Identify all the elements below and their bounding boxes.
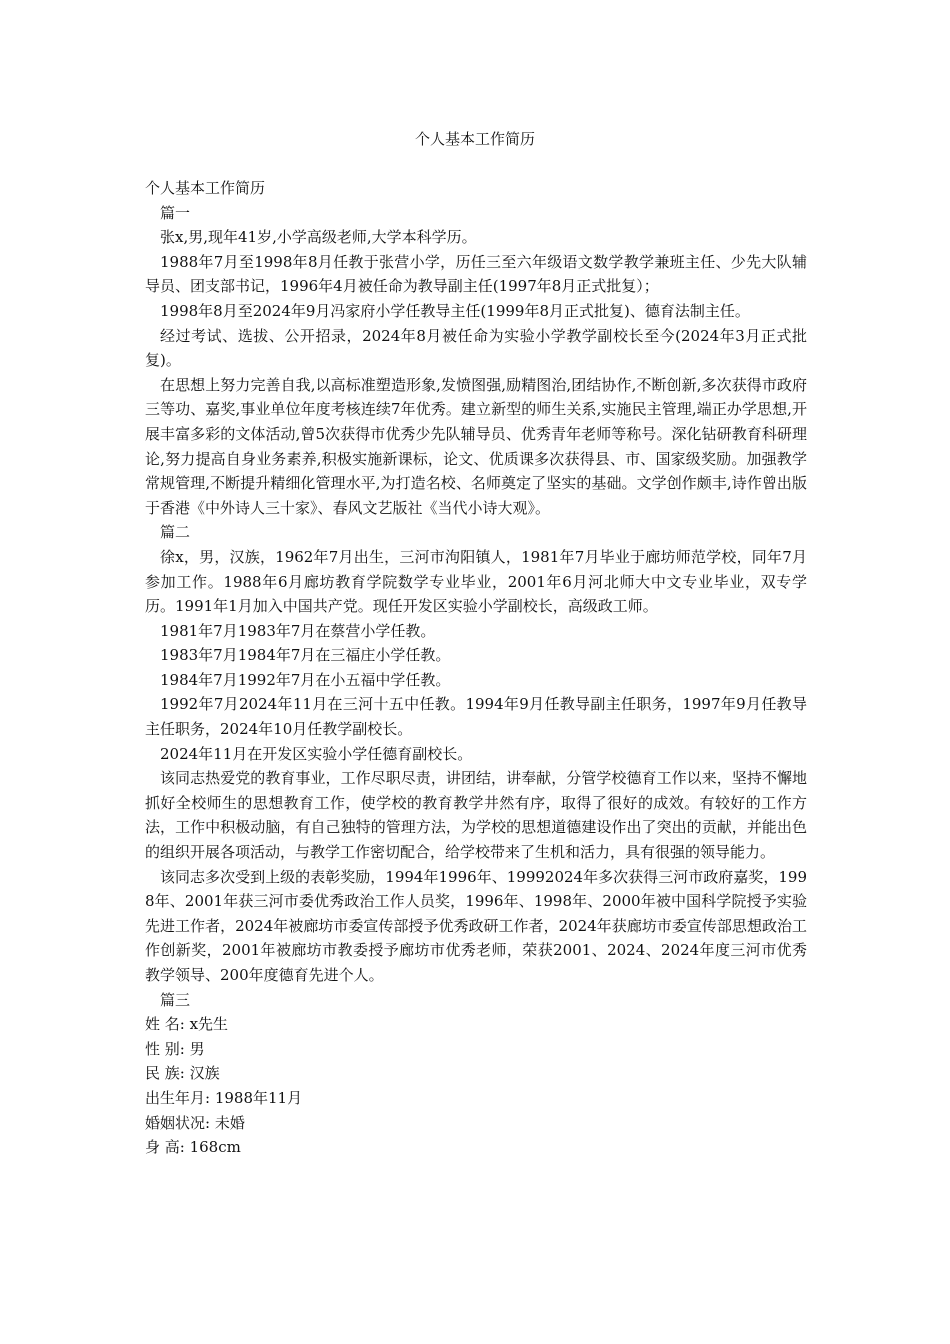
paragraph: 1983年7月1984年7月在三福庄小学任教。 (160, 646, 451, 665)
section-label-2: 篇二 (160, 523, 191, 542)
section-label-3: 篇三 (160, 990, 191, 1009)
paragraph: 经过考试、选拔、公开招录，2024年8月被任命为实验小学教学副校长至今(2024年3月正式批复)。 (145, 326, 807, 370)
paragraph: 1992年7月2024年11月在三河十五中任教。1994年9月任教导副主任职务，1997年9月任教导主任职务，2024年10月任教学副校长。 (145, 695, 807, 739)
profile-field-name: 姓 名: x先生 (145, 1015, 229, 1034)
profile-field-ethnicity: 民 族: 汉族 (145, 1064, 220, 1083)
paragraph: 徐x，男，汉族，1962年7月出生，三河市泃阳镇人，1981年7月毕业于廊坊师范学校，同年7月参加工作。1988年6月廊坊教育学院数学专业毕业，2001年6月河北师大中文专业毕业，双专学历。1991年1月加入中国共产党。现任开发区实验小学副校长，高级政工师。 (145, 547, 807, 616)
paragraph: 1984年7月1992年7月在小五福中学任教。 (160, 670, 451, 689)
body-heading: 个人基本工作简历 (145, 179, 266, 197)
profile-field-birth: 出生年月: 1988年11月 (145, 1088, 303, 1107)
profile-field-gender: 性 别: 男 (145, 1039, 205, 1058)
paragraph: 2024年11月在开发区实验小学任德育副校长。 (160, 744, 473, 763)
paragraph: 张x,男,现年41岁,小学高级老师,大学本科学历。 (160, 228, 477, 247)
paragraph: 该同志热爱党的教育事业，工作尽职尽责，讲团结，讲奉献，分管学校德育工作以来，坚持不懈地抓好全校师生的思想教育工作，使学校的教育教学井然有序，取得了很好的成效。有较好的工作方法，工作中积极动脑，有自己独特的管理方法，为学校的思想道德建设作出了突出的贡献，并能出色的组织开展各项活动，与教学工作密切配合，给学校带来了生机和活力，具有很强的领导能力。 (145, 769, 807, 862)
paragraph: 该同志多次受到上级的表彰奖励，1994年1996年、19992024年多次获得三河市政府嘉奖，1998年、2001年获三河市委优秀政治工作人员奖，1996年、1998年、2000年被中国科学院授予实验先进工作者，2024年被廊坊市委宣传部授予优秀政研工作者，2024年获廊坊市委宣传部思想政治工作创新奖，2001年被廊坊市教委授予廊坊市优秀老师，荣获2001、2024、2024年度三河市优秀教学领导、200年度德育先进个人。 (145, 867, 807, 984)
document-title: 个人基本工作简历 (414, 130, 535, 148)
paragraph: 在思想上努力完善自我,以高标准塑造形象,发愤图强,励精图治,团结协作,不断创新,多次获得市政府三等功、嘉奖,事业单位年度考核连续7年优秀。建立新型的师生关系,实施民主管理,端正办学思想,开展丰富多彩的文体活动,曾5次获得市优秀少先队辅导员、优秀青年老师等称号。深化钻研教育科研理论,努力提高自身业务素养,积极实施新课标，论文、优质课多次获得县、市、国家级奖励。加强教学常规管理,不断提升精细化管理水平,为打造名校、名师奠定了坚实的基础。文学创作颇丰,诗作曾出版于香港《中外诗人三十家》、春风文艺版社《当代小诗大观》。 (145, 375, 807, 517)
section-label-1: 篇一 (160, 203, 191, 222)
profile-field-marital: 婚姻状况: 未婚 (145, 1113, 245, 1132)
document-body (145, 176, 807, 1160)
paragraph: 1981年7月1983年7月在蔡营小学任教。 (160, 621, 436, 640)
paragraph: 1988年7月至1998年8月任教于张营小学，历任三至六年级语文数学教学兼班主任、少先大队辅导员、团支部书记，1996年4月被任命为教导副主任(1997年8月正式批复）； (145, 252, 807, 296)
profile-field-height: 身 高: 168cm (145, 1138, 241, 1157)
paragraph: 1998年8月至2024年9月冯家府小学任教导主任(1999年8月正式批复)、德育法制主任。 (160, 301, 750, 320)
